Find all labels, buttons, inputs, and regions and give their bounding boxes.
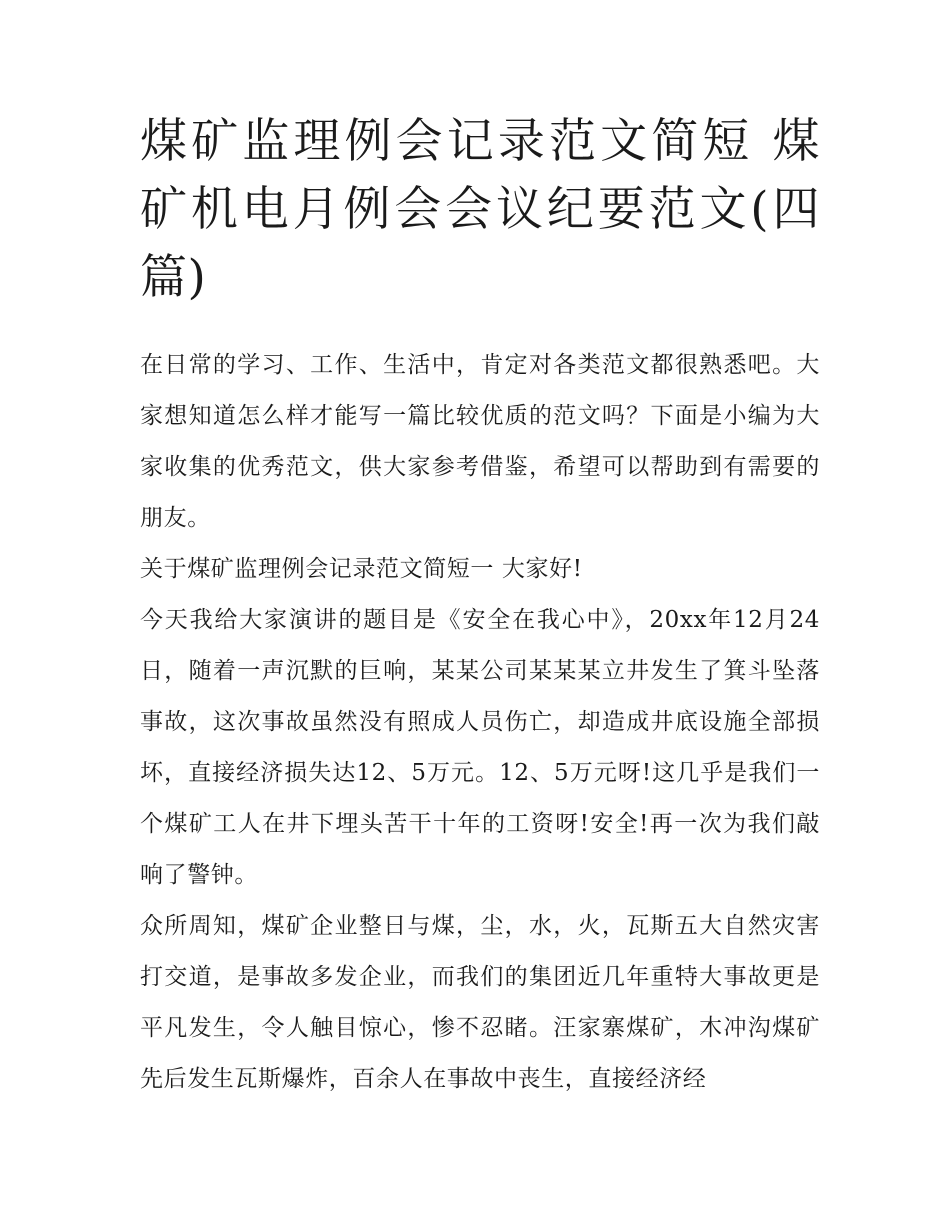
- paragraph-intro: 在日常的学习、工作、生活中，肯定对各类范文都很熟悉吧。大家想知道怎么样才能写一篇比较优质的范文吗？下面是小编为大家收集的优秀范文，供大家参考借鉴，希望可以帮助到有需要的朋友。: [140, 352, 820, 531]
- paragraph-speech-topic: 今天我给大家演讲的题目是《安全在我心中》，20xx年12月24日，随着一声沉默的巨响，某某公司某某某立井发生了箕斗坠落事故，这次事故虽然没有照成人员伤亡，却造成井底设施全部损坏，直接经济损失达12、5万元。12、5万元呀!这几乎是我们一个煤矿工人在井下埋头苦干十年的工资呀!安全!再一次为我们敲响了警钟。: [140, 607, 820, 888]
- paragraph-disasters: 众所周知，煤矿企业整日与煤，尘，水，火，瓦斯五大自然灾害打交道，是事故多发企业，而我们的集团近几年重特大事故更是平凡发生，令人触目惊心，惨不忍睹。汪家寨煤矿，木冲沟煤矿先后发生瓦斯爆炸，百余人在事故中丧生，直接经济经: [140, 913, 820, 1092]
- document-title: 煤矿监理例会记录范文简短 煤矿机电月例会会议纪要范文(四篇): [140, 114, 820, 305]
- paragraph-section-heading: 关于煤矿监理例会记录范文简短一 大家好!: [140, 556, 583, 582]
- document-body: [140, 108, 820, 1105]
- paragraph-list: [140, 340, 820, 1105]
